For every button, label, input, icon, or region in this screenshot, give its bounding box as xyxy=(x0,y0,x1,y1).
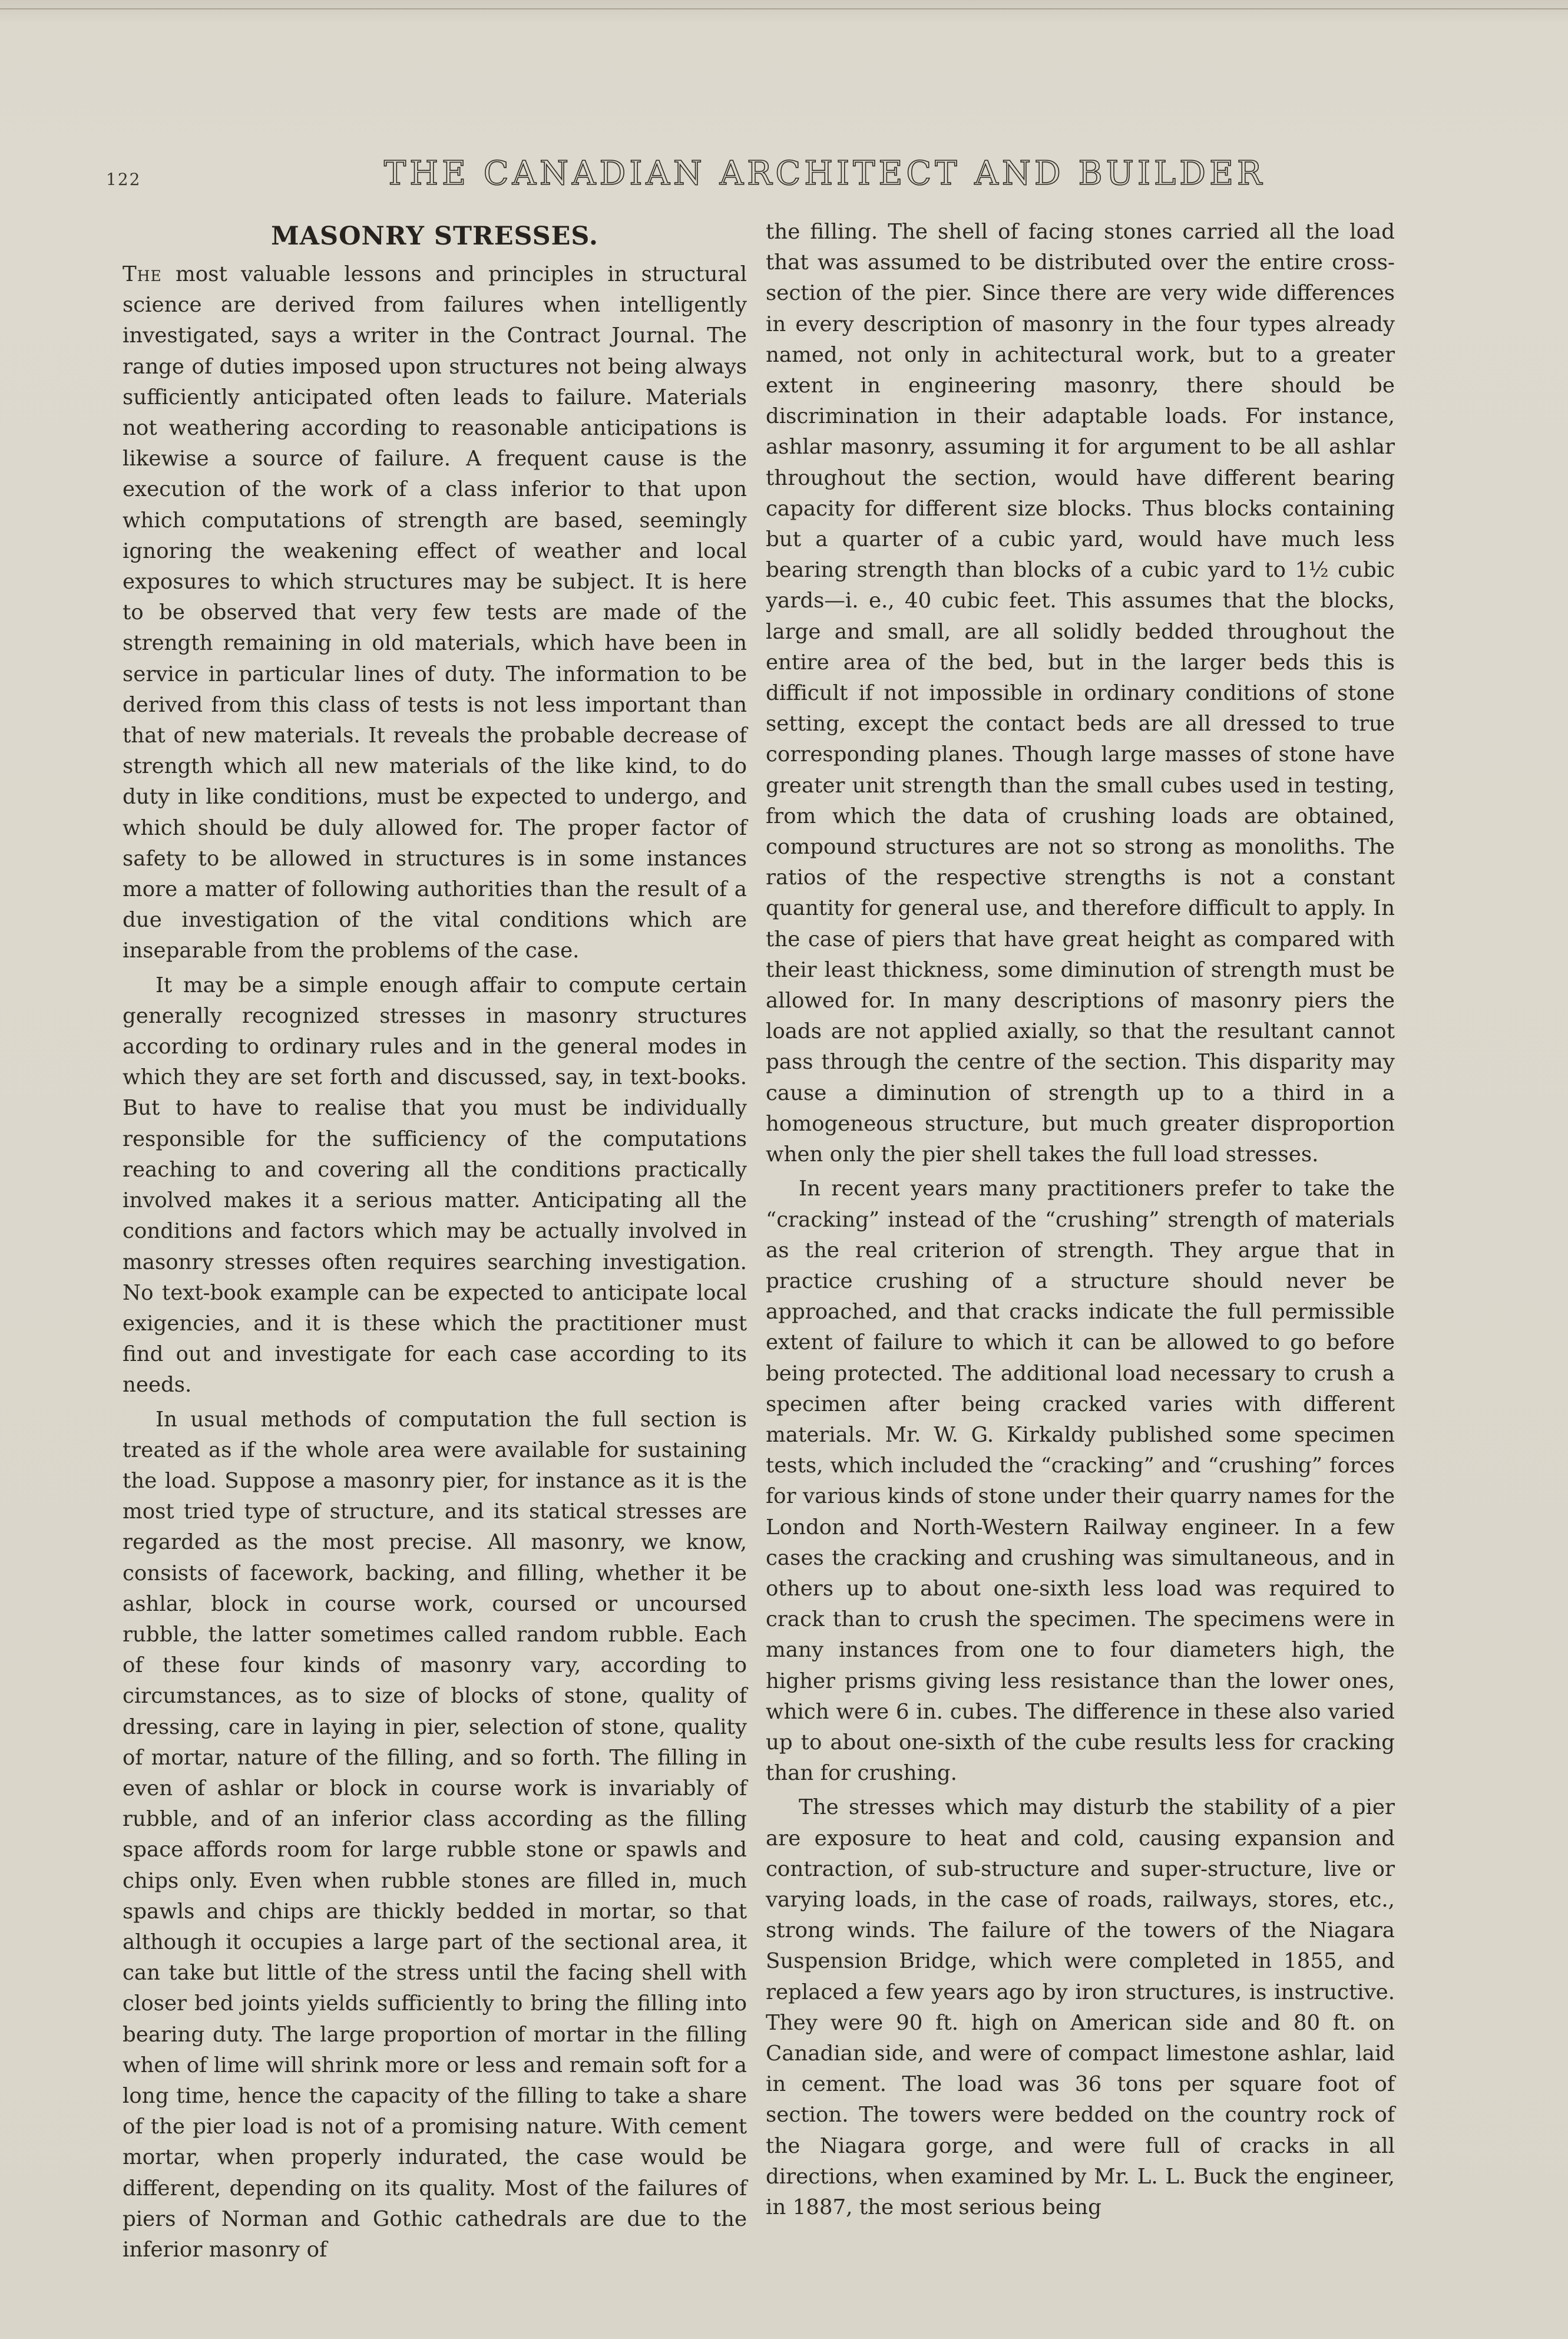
paragraph-5: In recent years many practitioners prefer to take the “cracking” instead of the “crushing” strength of materials as the real criterion of strength. They argue that in practice crushing of a structure should never be approached, and that cracks indicate the full permissible extent of failure to which it can be allowed to go before being protected. The additional load necessary to crush a specimen after being cracked varies with different materials. Mr. W. G. Kirkaldy published some specimen tests, which included the “cracking” and “crushing” forces for various kinds of stone under their quarry names for the London and North-Western Railway engineer. In a few cases the cracking and crushing was simultaneous, and in others up to about one-sixth less load was required to crack than to crush the specimen. The specimens were in many instances from one to four diameters high, the higher prisms giving less resistance than the lower ones, which were 6 in. cubes. The difference in these also varied up to about one-sixth of the cube results less for cracking than for crushing. xyxy=(766,1177,1395,1786)
top-rule xyxy=(0,8,1568,9)
paragraph-3: In usual methods of computation the full section is treated as if the whole area were available for sustaining the load. Suppose a masonry pier, for instance as it is the most tried type of structure, and its statical stresses are regarded as the most precise. All masonry, we know, consists of facework, backing, and filling, whether it be ashlar, block in course work, coursed or uncoursed rubble, the latter sometimes called random rubble. Each of these four kinds of masonry vary, according to circumstances, as to size of blocks of stone, quality of dressing, care in laying in pier, selection of stone, quality of mortar, nature of the filling, and so forth. The filling in even of ashlar or block in course work is invariably of rubble, and of an inferior class according as the filling space affords room for large rubble stone or spawls and chips only. Even when rubble stones are filled in, much spawls and chips are thickly bedded in mortar, so that although it occupies a large part of the sectional area, it can take but little of the stress until the facing shell with closer bed joints yields sufficiently to bring the filling into bearing duty. The large proportion of mortar in the filling when of lime will shrink more or less and remain soft for a long time, hence the capacity of the filling to take a share of the pier load is not of a promising nature. With cement mortar, when properly indurated, the case would be different, depending on its quality. Most of the failures of piers of Norman and Gothic cathedrals are due to the inferior masonry of xyxy=(123,1407,747,2262)
paragraph-4: the filling. The shell of facing stones carried all the load that was assumed to be distributed over the entire cross-section of the pier. Since there are very wide differences in every description of masonry in the four types already named, not only in achitectural work, but to a greater extent in engineering masonry, there should be discrimination in their adaptable loads. For instance, ashlar masonry, assuming it for argument to be all ashlar throughout the section, would have different bearing capacity for different size blocks. Thus blocks containing but a quarter of a cubic yard, would have much less bearing strength than blocks of a cubic yard to 1½ cubic yards—i. e., 40 cubic feet. This assumes that the blocks, large and small, are all solidly bedded throughout the entire area of the bed, but in the larger beds this is difficult if not impossible in ordinary conditions of stone setting, except the contact beds are all dressed to true corresponding planes. Though large masses of stone have greater unit strength than the small cubes used in testing, from which the data of crushing loads are obtained, compound structures are not so strong as monoliths. The ratios of the respective strengths is not a constant quantity for general use, and therefore difficult to apply. In the case of piers that have great height as compared with their least thickness, some diminution of strength must be allowed for. In many descriptions of masonry piers the loads are not applied axially, so that the resultant cannot pass through the centre of the section. This disparity may cause a diminution of strength up to a third in a homogeneous structure, but much greater disproportion when only the pier shell takes the full load stresses. xyxy=(766,220,1395,1167)
paragraph-1 xyxy=(123,259,747,967)
paragraph-1-text: most valuable lessons and principles in structural science are derived from failures when intelligently investigated, says a writer in the Contract Journal. The range of duties imposed upon structures not being always sufficiently anticipated often leads to failure. Materials not weathering according to reasonable anticipations is likewise a source of failure. A frequent cause is the execution of the work of a class inferior to that upon which computations of strength are based, seemingly ignoring the weakening effect of weather and local exposures to which structures may be subject. It is here to be observed that very few tests are made of the strength remaining in old materials, which have been in service in particular lines of duty. The information to be derived from this class of tests is not less important than that of new materials. It reveals the probable decrease of strength which all new materials of the like kind, to do duty in like conditions, must be expected to undergo, and which should be duly allowed for. The proper factor of safety to be allowed in structures is in some instances more a matter of following authorities than the result of a due investigation of the vital conditions which are inseparable from the problems of the case. xyxy=(123,262,747,963)
right-column xyxy=(766,217,1395,2226)
page-number: 122 xyxy=(106,170,141,189)
left-column xyxy=(123,219,747,2269)
page-header xyxy=(106,154,1425,201)
running-title: THE CANADIAN ARCHITECT AND BUILDER xyxy=(383,154,1266,193)
lead-word: The xyxy=(123,262,162,286)
paragraph-2: It may be a simple enough affair to compute certain generally recognized stresses in masonry structures according to ordinary rules and in the general modes in which they are set forth and discussed, say, in text-books. But to have to realise that you must be individually responsible for the sufficiency of the computations reaching to and covering all the conditions practically involved makes it a serious matter. Anticipating all the conditions and factors which may be actually involved in masonry stresses often requires searching investigation. No text-book example can be expected to anticipate local exigencies, and it is these which the practitioner must find out and investigate for each case according to its needs. xyxy=(123,973,747,1398)
paragraph-6: The stresses which may disturb the stability of a pier are exposure to heat and cold, causing expansion and contraction, of sub-structure and super-structure, live or varying loads, in the case of roads, railways, stores, etc., strong winds. The failure of the towers of the Niagara Suspension Bridge, which were completed in 1855, and replaced a few years ago by iron structures, is instructive. They were 90 ft. high on American side and 80 ft. on Canadian side, and were of compact limestone ashlar, laid in cement. The load was 36 tons per square foot of section. The towers were bedded on the country rock of the Niagara gorge, and were full of cracks in all directions, when examined by Mr. L. L. Buck the engineer, in 1887, the most serious being xyxy=(766,1795,1395,2219)
article-title: MASONRY STRESSES. xyxy=(271,222,598,251)
